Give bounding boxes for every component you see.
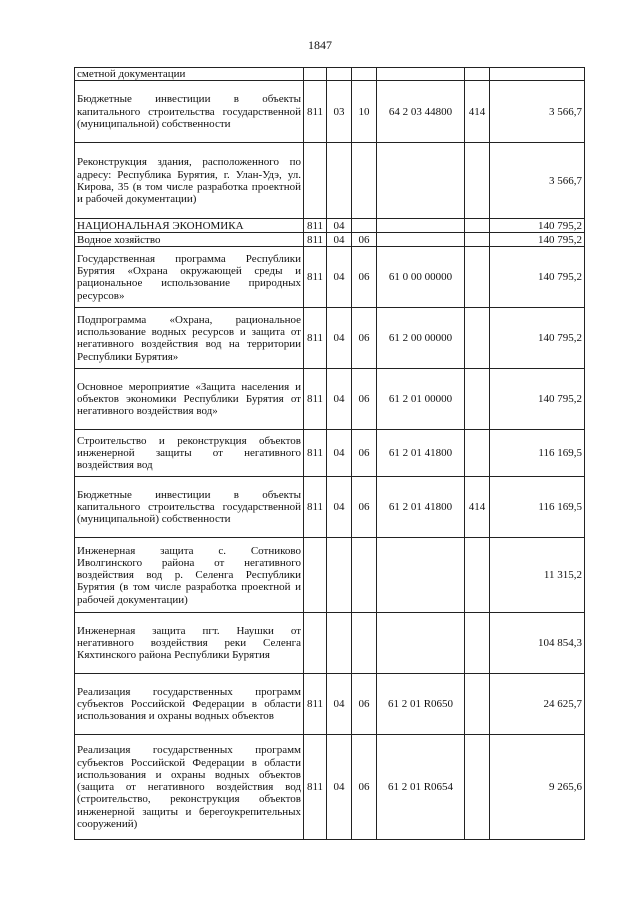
amount: 11 315,2 bbox=[490, 538, 585, 613]
amount: 140 795,2 bbox=[490, 369, 585, 430]
target-code bbox=[377, 538, 465, 613]
section-code: 03 bbox=[327, 81, 352, 143]
section-code bbox=[327, 143, 352, 219]
section-code: 04 bbox=[327, 308, 352, 369]
subsection-code: 10 bbox=[352, 81, 377, 143]
ministry-code bbox=[304, 143, 327, 219]
subsection-code bbox=[352, 68, 377, 81]
ministry-code bbox=[304, 613, 327, 674]
row-name: Реконструкция здания, расположенного по адресу: Республика Бурятия, г. Улан-Удэ, ул. Кирова, 35 (в том числе разработка проектной и рабочей документации) bbox=[75, 143, 304, 219]
ministry-code: 811 bbox=[304, 247, 327, 308]
ministry-code: 811 bbox=[304, 735, 327, 840]
row-name: Реализация государственных программ субъектов Российской Федерации в области использования и охраны водных объектов (защита от негативного воздействия вод (строительство, реконструкция объектов инженерной защиты и берегоукрепительных сооружений) bbox=[75, 735, 304, 840]
table-row bbox=[75, 219, 585, 233]
expense-kind-code bbox=[465, 233, 490, 247]
row-name: Подпрограмма «Охрана, рациональное использование водных ресурсов и защита от негативного воздействия вод на территории Республики Бурятия» bbox=[75, 308, 304, 369]
table-row bbox=[75, 308, 585, 369]
expense-kind-code bbox=[465, 143, 490, 219]
section-code: 04 bbox=[327, 233, 352, 247]
row-name: Инженерная защита пгт. Наушки от негативного воздействия реки Селенга Кяхтинского района Республики Бурятия bbox=[75, 613, 304, 674]
section-code bbox=[327, 68, 352, 81]
row-name: сметной документации bbox=[75, 68, 304, 81]
subsection-code: 06 bbox=[352, 247, 377, 308]
subsection-code: 06 bbox=[352, 674, 377, 735]
table-row bbox=[75, 430, 585, 477]
section-code bbox=[327, 613, 352, 674]
target-code bbox=[377, 219, 465, 233]
table-row bbox=[75, 477, 585, 538]
amount bbox=[490, 68, 585, 81]
table-row bbox=[75, 233, 585, 247]
table-row bbox=[75, 369, 585, 430]
section-code: 04 bbox=[327, 247, 352, 308]
row-name: Бюджетные инвестиции в объекты капитального строительства государственной (муниципальной) собственности bbox=[75, 81, 304, 143]
ministry-code: 811 bbox=[304, 308, 327, 369]
amount: 116 169,5 bbox=[490, 477, 585, 538]
table-row bbox=[75, 613, 585, 674]
amount: 104 854,3 bbox=[490, 613, 585, 674]
amount: 3 566,7 bbox=[490, 81, 585, 143]
ministry-code: 811 bbox=[304, 369, 327, 430]
ministry-code bbox=[304, 538, 327, 613]
section-code: 04 bbox=[327, 477, 352, 538]
row-name: Реализация государственных программ субъектов Российской Федерации в области использования и охраны водных объектов bbox=[75, 674, 304, 735]
budget-table bbox=[74, 67, 585, 840]
target-code: 61 2 00 00000 bbox=[377, 308, 465, 369]
table-row bbox=[75, 68, 585, 81]
expense-kind-code bbox=[465, 369, 490, 430]
row-name: НАЦИОНАЛЬНАЯ ЭКОНОМИКА bbox=[75, 219, 304, 233]
table-row bbox=[75, 247, 585, 308]
subsection-code bbox=[352, 538, 377, 613]
expense-kind-code bbox=[465, 219, 490, 233]
amount: 140 795,2 bbox=[490, 247, 585, 308]
ministry-code: 811 bbox=[304, 219, 327, 233]
subsection-code bbox=[352, 219, 377, 233]
target-code bbox=[377, 143, 465, 219]
subsection-code bbox=[352, 143, 377, 219]
row-name: Водное хозяйство bbox=[75, 233, 304, 247]
row-name: Строительство и реконструкция объектов инженерной защиты от негативного воздействия вод bbox=[75, 430, 304, 477]
section-code: 04 bbox=[327, 430, 352, 477]
table-row bbox=[75, 143, 585, 219]
target-code bbox=[377, 68, 465, 81]
row-name: Основное мероприятие «Защита населения и объектов экономики Республики Бурятия от негативного воздействия вод» bbox=[75, 369, 304, 430]
ministry-code bbox=[304, 68, 327, 81]
section-code bbox=[327, 538, 352, 613]
expense-kind-code bbox=[465, 430, 490, 477]
table-row bbox=[75, 538, 585, 613]
row-name: Инженерная защита с. Сотниково Иволгинского района от негативного воздействия вод р. Селенга Республики Бурятия (в том числе разработка проектной и рабочей документации) bbox=[75, 538, 304, 613]
expense-kind-code bbox=[465, 308, 490, 369]
subsection-code: 06 bbox=[352, 369, 377, 430]
subsection-code: 06 bbox=[352, 233, 377, 247]
target-code bbox=[377, 233, 465, 247]
ministry-code: 811 bbox=[304, 81, 327, 143]
row-name: Бюджетные инвестиции в объекты капитального строительства государственной (муниципальной) собственности bbox=[75, 477, 304, 538]
subsection-code: 06 bbox=[352, 308, 377, 369]
ministry-code: 811 bbox=[304, 233, 327, 247]
subsection-code bbox=[352, 613, 377, 674]
target-code: 61 2 01 00000 bbox=[377, 369, 465, 430]
expense-kind-code bbox=[465, 674, 490, 735]
amount: 3 566,7 bbox=[490, 143, 585, 219]
amount: 116 169,5 bbox=[490, 430, 585, 477]
ministry-code: 811 bbox=[304, 430, 327, 477]
ministry-code: 811 bbox=[304, 674, 327, 735]
section-code: 04 bbox=[327, 735, 352, 840]
target-code: 64 2 03 44800 bbox=[377, 81, 465, 143]
expense-kind-code bbox=[465, 68, 490, 81]
section-code: 04 bbox=[327, 674, 352, 735]
expense-kind-code bbox=[465, 613, 490, 674]
amount: 140 795,2 bbox=[490, 219, 585, 233]
target-code: 61 2 01 R0654 bbox=[377, 735, 465, 840]
amount: 140 795,2 bbox=[490, 233, 585, 247]
target-code: 61 0 00 00000 bbox=[377, 247, 465, 308]
target-code: 61 2 01 R0650 bbox=[377, 674, 465, 735]
expense-kind-code bbox=[465, 247, 490, 308]
table-row bbox=[75, 81, 585, 143]
amount: 140 795,2 bbox=[490, 308, 585, 369]
expense-kind-code bbox=[465, 538, 490, 613]
section-code: 04 bbox=[327, 369, 352, 430]
target-code: 61 2 01 41800 bbox=[377, 477, 465, 538]
table-row bbox=[75, 674, 585, 735]
subsection-code: 06 bbox=[352, 430, 377, 477]
amount: 24 625,7 bbox=[490, 674, 585, 735]
ministry-code: 811 bbox=[304, 477, 327, 538]
section-code: 04 bbox=[327, 219, 352, 233]
page-number: 1847 bbox=[308, 38, 332, 52]
subsection-code: 06 bbox=[352, 477, 377, 538]
subsection-code: 06 bbox=[352, 735, 377, 840]
row-name: Государственная программа Республики Бурятия «Охрана окружающей среды и рациональное использование природных ресурсов» bbox=[75, 247, 304, 308]
expense-kind-code bbox=[465, 735, 490, 840]
expense-kind-code: 414 bbox=[465, 81, 490, 143]
amount: 9 265,6 bbox=[490, 735, 585, 840]
target-code bbox=[377, 613, 465, 674]
target-code: 61 2 01 41800 bbox=[377, 430, 465, 477]
table-row bbox=[75, 735, 585, 840]
expense-kind-code: 414 bbox=[465, 477, 490, 538]
